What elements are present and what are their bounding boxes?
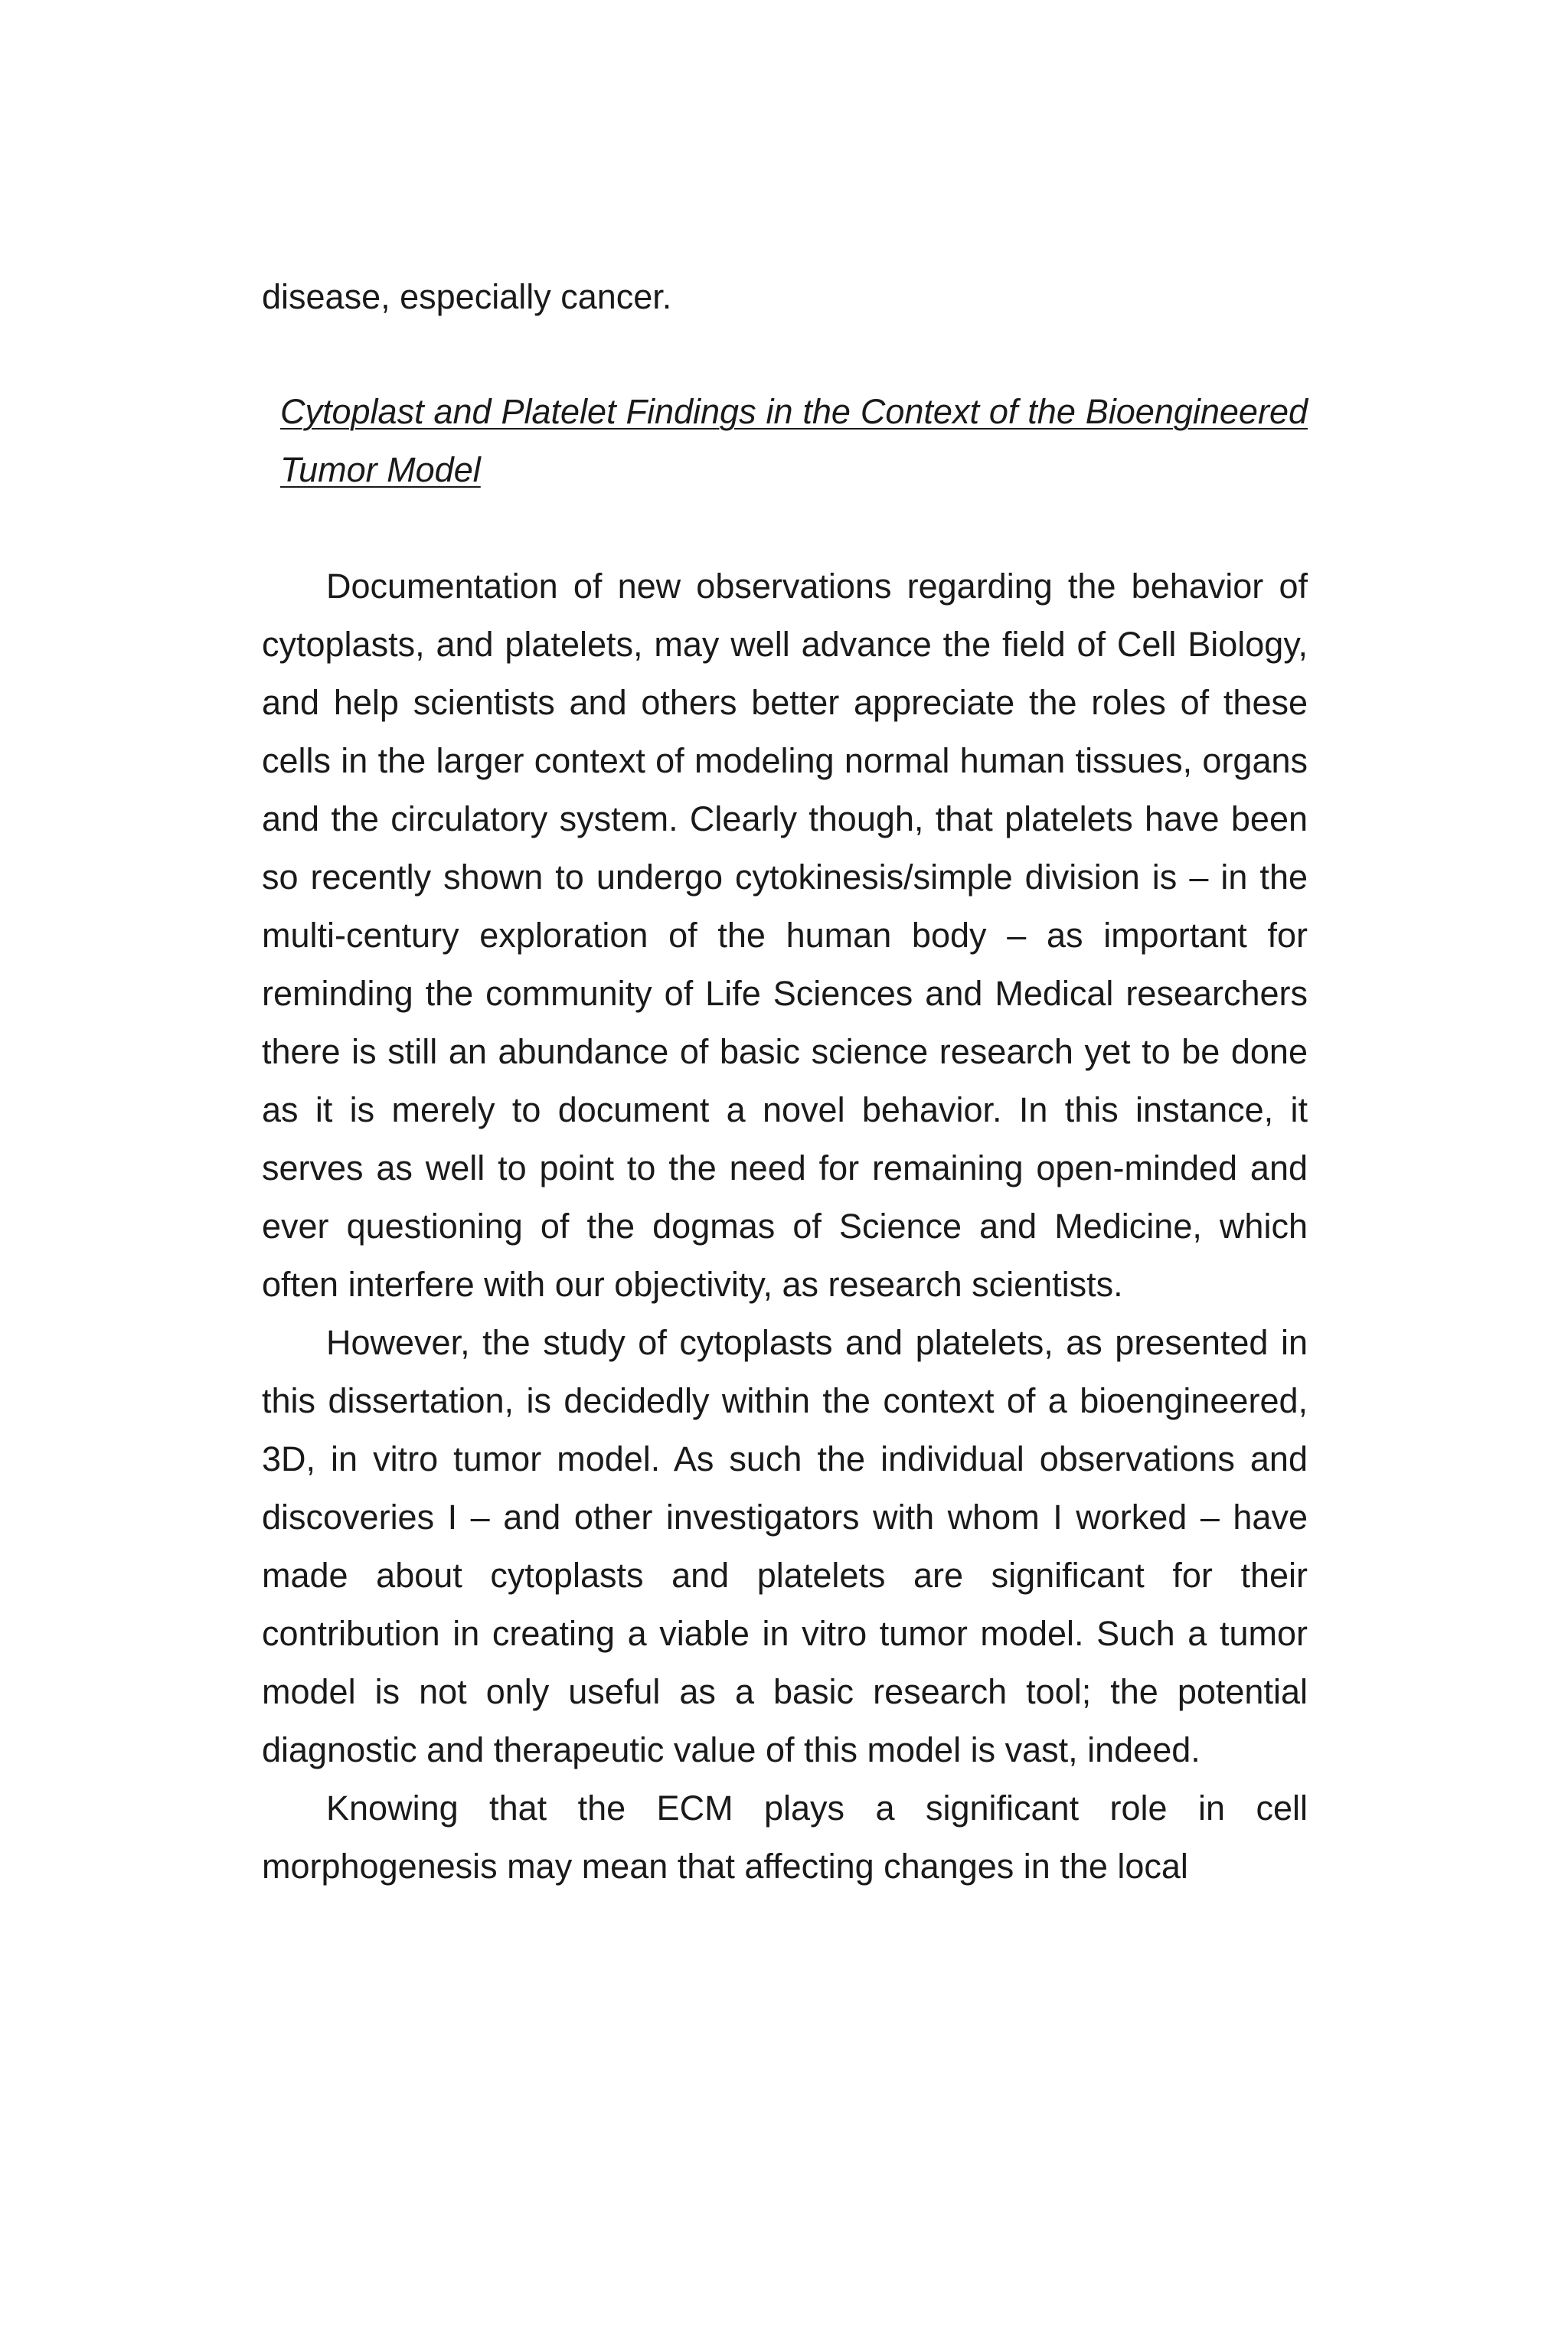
section-heading: Cytoplast and Platelet Findings in the Context of the Bioengineered Tumor Model (280, 392, 1308, 489)
continuation-text-block (262, 268, 1308, 326)
body-paragraph-2: However, the study of cytoplasts and platelets, as presented in this dissertation, is decidedly within the context of a bioengineered, 3D, in vitro tumor model. As such the individual observations and discoveries I – and other investigators with whom I worked – have made about cytoplasts and platelets are significant for their contribution in creating a viable in vitro tumor model. Such a tumor model is not only useful as a basic research tool; the potential diagnostic and therapeutic value of this model is vast, indeed. (262, 1323, 1308, 1769)
body-paragraph-1: Documentation of new observations regarding the behavior of cytoplasts, and platelets, may well advance the field of Cell Biology, and help scientists and others better appreciate the roles of these cells in the larger context of modeling normal human tissues, organs and the circulatory system. Clearly though, that platelets have been so recently shown to undergo cytokinesis/simple division is – in the multi-century exploration of the human body – as important for reminding the community of Life Sciences and Medical researchers there is still an abundance of basic science research yet to be done as it is merely to document a novel behavior. In this instance, it serves as well to point to the need for remaining open-minded and ever questioning of the dogmas of Science and Medicine, which often interfere with our objectivity, as research scientists. (262, 567, 1308, 1304)
body-text (262, 557, 1308, 1896)
body-paragraph-3: Knowing that the ECM plays a significant role in cell morphogenesis may mean that affecting changes in the local (262, 1788, 1308, 1886)
continuation-line: disease, especially cancer. (262, 277, 672, 316)
